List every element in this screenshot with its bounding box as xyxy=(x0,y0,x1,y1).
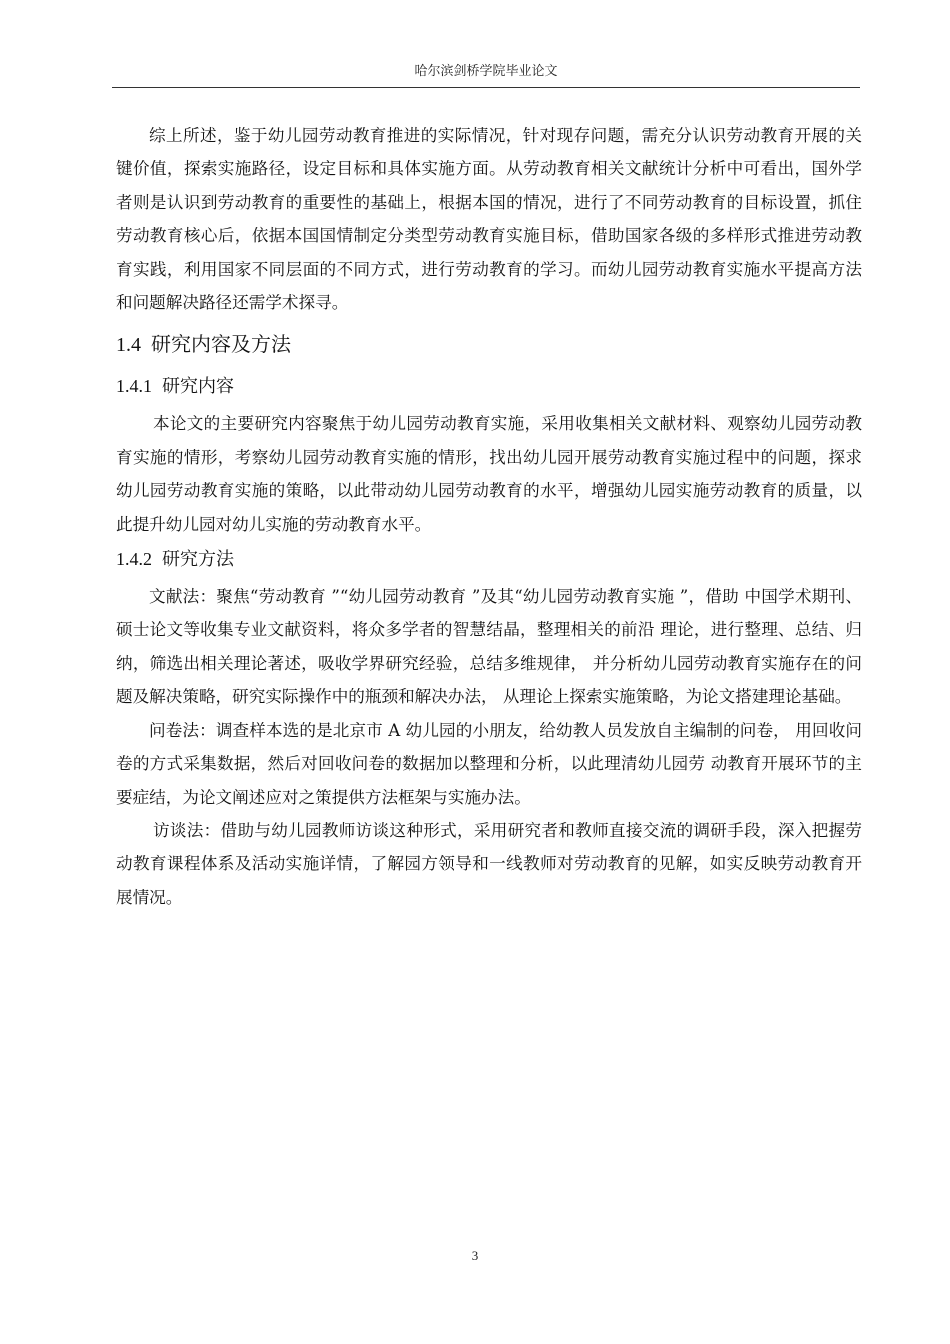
section-number: 1.4 xyxy=(116,334,141,357)
research-content-paragraph: 本论文的主要研究内容聚焦于幼儿园劳动教育实施，采用收集相关文献材料、观察幼儿园劳动教育实施的情形，考察幼儿园劳动教育实施的情形，找出幼儿园开展劳动教育实施过程中的问题，探求幼儿园劳动教育实施的策略，以此带动幼儿园劳动教育的水平，增强幼儿园实施劳动教育的质量，以此提升幼儿园对幼儿实施的劳动教育水平。 xyxy=(116,414,862,534)
subsection-title: 研究内容 xyxy=(162,376,234,398)
section-title: 研究内容及方法 xyxy=(151,332,291,357)
header-divider xyxy=(112,87,860,88)
page-body xyxy=(116,119,862,914)
page-header-title: 哈尔滨剑桥学院毕业论文 xyxy=(414,64,558,79)
summary-paragraph: 综上所述，鉴于幼儿园劳动教育推进的实际情况，针对现存问题，需充分认识劳动教育开展的关键价值，探索实施路径，设定目标和具体实施方面。从劳动教育相关文献统计分析中可看出，国外学者则是认识到劳动教育的重要性的基础上，根据本国的情况，进行了不同劳动教育的目标设置，抓住劳动教育核心后，依据本国国情制定分类型劳动教育实施目标，借助国家各级的多样形式推进劳动教育实践，利用国家不同层面的不同方式，进行劳动教育的学习。而幼儿园劳动教育实施水平提高方法和问题解决路径还需学术探寻。 xyxy=(116,126,862,313)
section-heading-1-4 xyxy=(116,329,862,360)
subsection-title: 研究方法 xyxy=(162,549,234,571)
method-questionnaire-paragraph: 问卷法：调查样本选的是北京市 A 幼儿园的小朋友，给幼教人员发放自主编制的问卷， 用回收问卷的方式采集数据，然后对回收问卷的数据加以整理和分析，以此理清幼儿园劳 动教育开展环节的主要症结，为论文阐述应对之策提供方法框架与实施办法。 xyxy=(116,720,862,807)
page-number: 3 xyxy=(471,1248,479,1263)
subsection-number: 1.4.1 xyxy=(116,376,152,397)
subsection-heading-1-4-2 xyxy=(116,545,862,574)
method-literature-paragraph: 文献法：聚焦“劳动教育 ”“幼儿园劳动教育 ”及其“幼儿园劳动教育实施 ”，借助 中国学术期刊、硕士论文等收集专业文献资料，将众多学者的智慧结晶，整理相关的前沿 理论，进行整理、总结、归纳，筛选出相关理论著述，吸收学界研究经验，总结多维规律， 并分析幼儿园劳动教育实施存在的问题及解决策略，研究实际操作中的瓶颈和解决办法， 从理论上探索实施策略，为论文搭建理论基础。 xyxy=(116,587,862,707)
method-interview-paragraph: 访谈法：借助与幼儿园教师访谈这种形式，采用研究者和教师直接交流的调研手段，深入把握劳动教育课程体系及活动实施详情，了解园方领导和一线教师对劳动教育的见解，如实反映劳动教育开展情况。 xyxy=(116,820,862,907)
subsection-number: 1.4.2 xyxy=(116,549,152,570)
subsection-heading-1-4-1 xyxy=(116,372,862,401)
